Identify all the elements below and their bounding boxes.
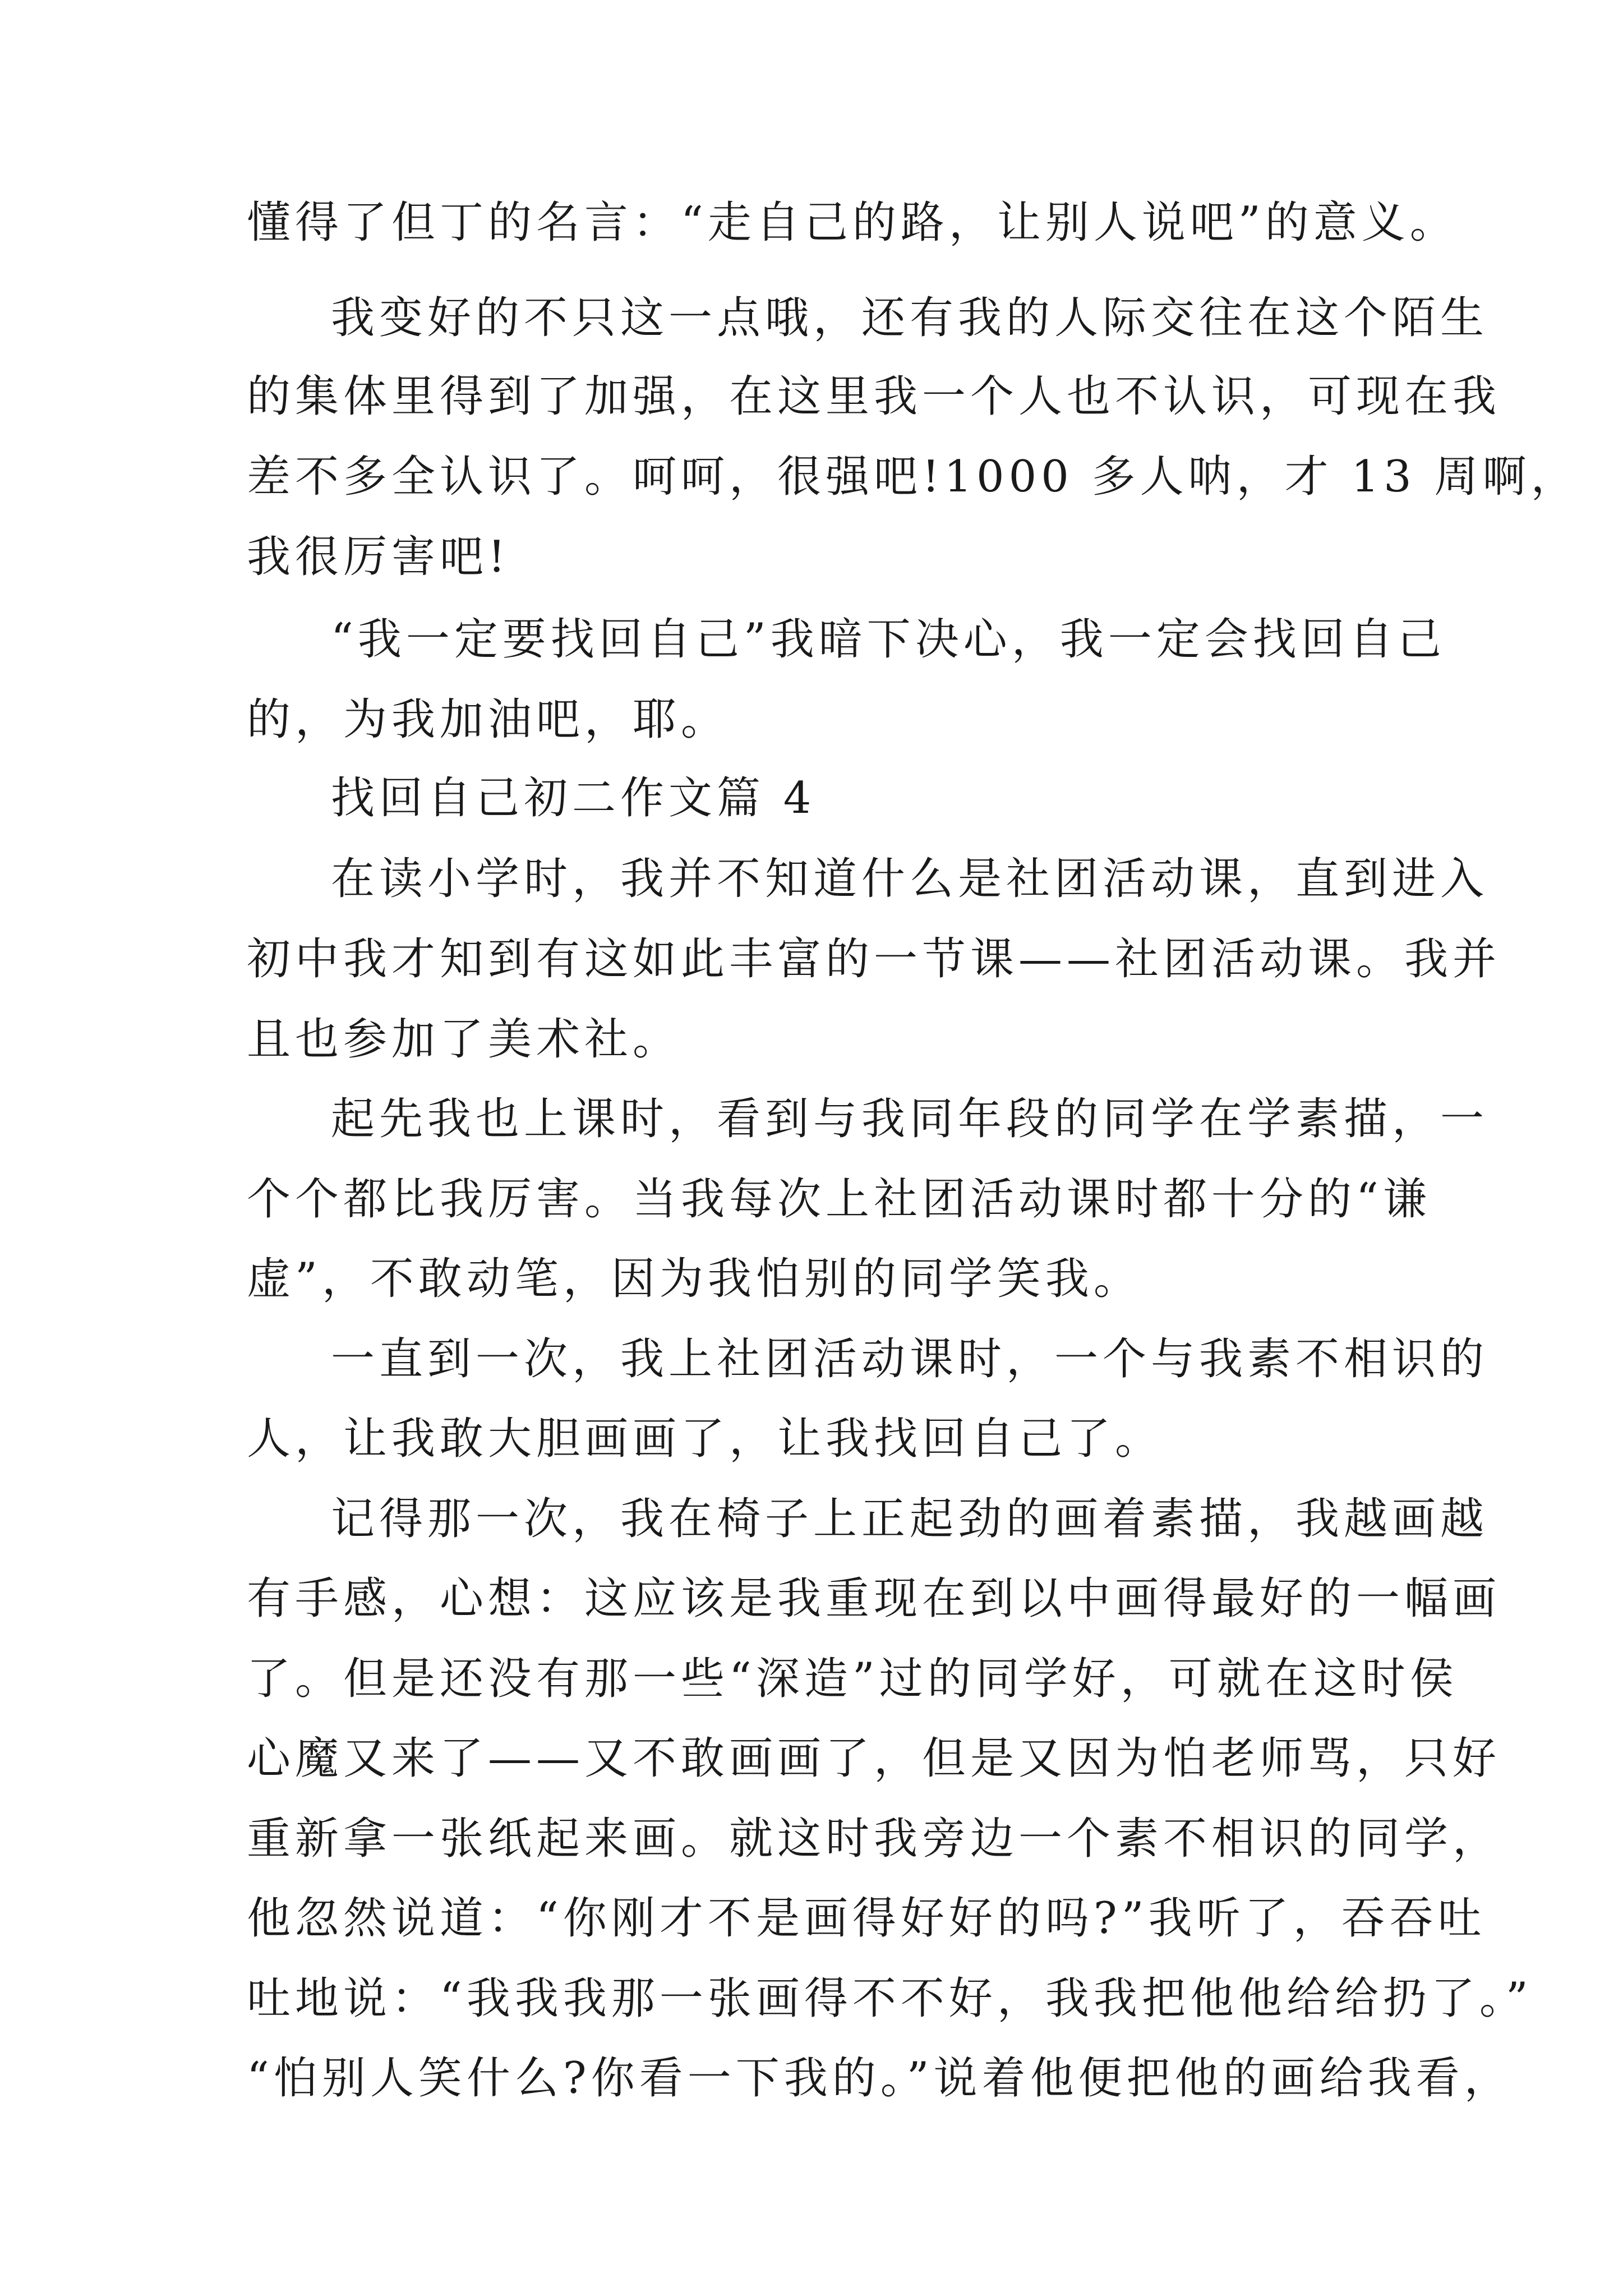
text-line: 的集体里得到了加强，在这里我一个人也不认识，可现在我 <box>247 371 1501 422</box>
text-line: 懂得了但丁的名言：“走自己的路，让别人说吧”的意义。 <box>247 197 1458 248</box>
text-line: 初中我才知到有这如此丰富的一节课——社团活动课。我并 <box>247 934 1501 984</box>
section-heading: 找回自己初二作文篇 4 <box>331 773 816 823</box>
text-line: 起先我也上课时，看到与我同年段的同学在学素描，一 <box>331 1094 1489 1144</box>
text-line: 他忽然说道：“你刚才不是画得好好的吗?”我听了，吞吞吐 <box>247 1893 1486 1944</box>
text-line: 一直到一次，我上社团活动课时，一个与我素不相识的 <box>331 1334 1489 1384</box>
text-line: 虚”，不敢动笔，因为我怕别的同学笑我。 <box>247 1254 1142 1304</box>
text-line: 人，让我敢大胆画画了，让我找回自己了。 <box>247 1414 1164 1464</box>
text-line: 重新拿一张纸起来画。就这时我旁边一个素不相识的同学， <box>247 1814 1501 1864</box>
text-line: 心魔又来了——又不敢画画了，但是又因为怕老师骂，只好 <box>247 1733 1501 1784</box>
text-line: 吐地说：“我我我那一张画得不不好，我我把他他给给扔了。” <box>247 1973 1533 2024</box>
text-line: 个个都比我厉害。当我每次上社团活动课时都十分的“谦 <box>247 1174 1431 1225</box>
text-line: 有手感，心想：这应该是我重现在到以中画得最好的一幅画 <box>247 1573 1501 1624</box>
text-line: “怕别人笑什么?你看一下我的。”说着他便把他的画给我看， <box>247 2053 1513 2104</box>
text-line: 且也参加了美术社。 <box>247 1014 681 1065</box>
text-line: 差不多全认识了。呵呵，很强吧!1000 多人呐，才 13 周啊， <box>247 452 1579 502</box>
text-line: 记得那一次，我在椅子上正起劲的画着素描，我越画越 <box>331 1494 1489 1544</box>
text-line: 的，为我加油吧，耶。 <box>247 694 730 745</box>
text-line: 我变好的不只这一点哦，还有我的人际交往在这个陌生 <box>331 293 1489 343</box>
text-line: 我很厉害吧! <box>247 532 510 582</box>
text-line: 了。但是还没有那一些“深造”过的同学好，可就在这时侯 <box>247 1654 1458 1704</box>
text-line: “我一定要找回自己”我暗下决心，我一定会找回自己 <box>331 614 1446 665</box>
text-line: 在读小学时，我并不知道什么是社团活动课，直到进入 <box>331 854 1489 904</box>
